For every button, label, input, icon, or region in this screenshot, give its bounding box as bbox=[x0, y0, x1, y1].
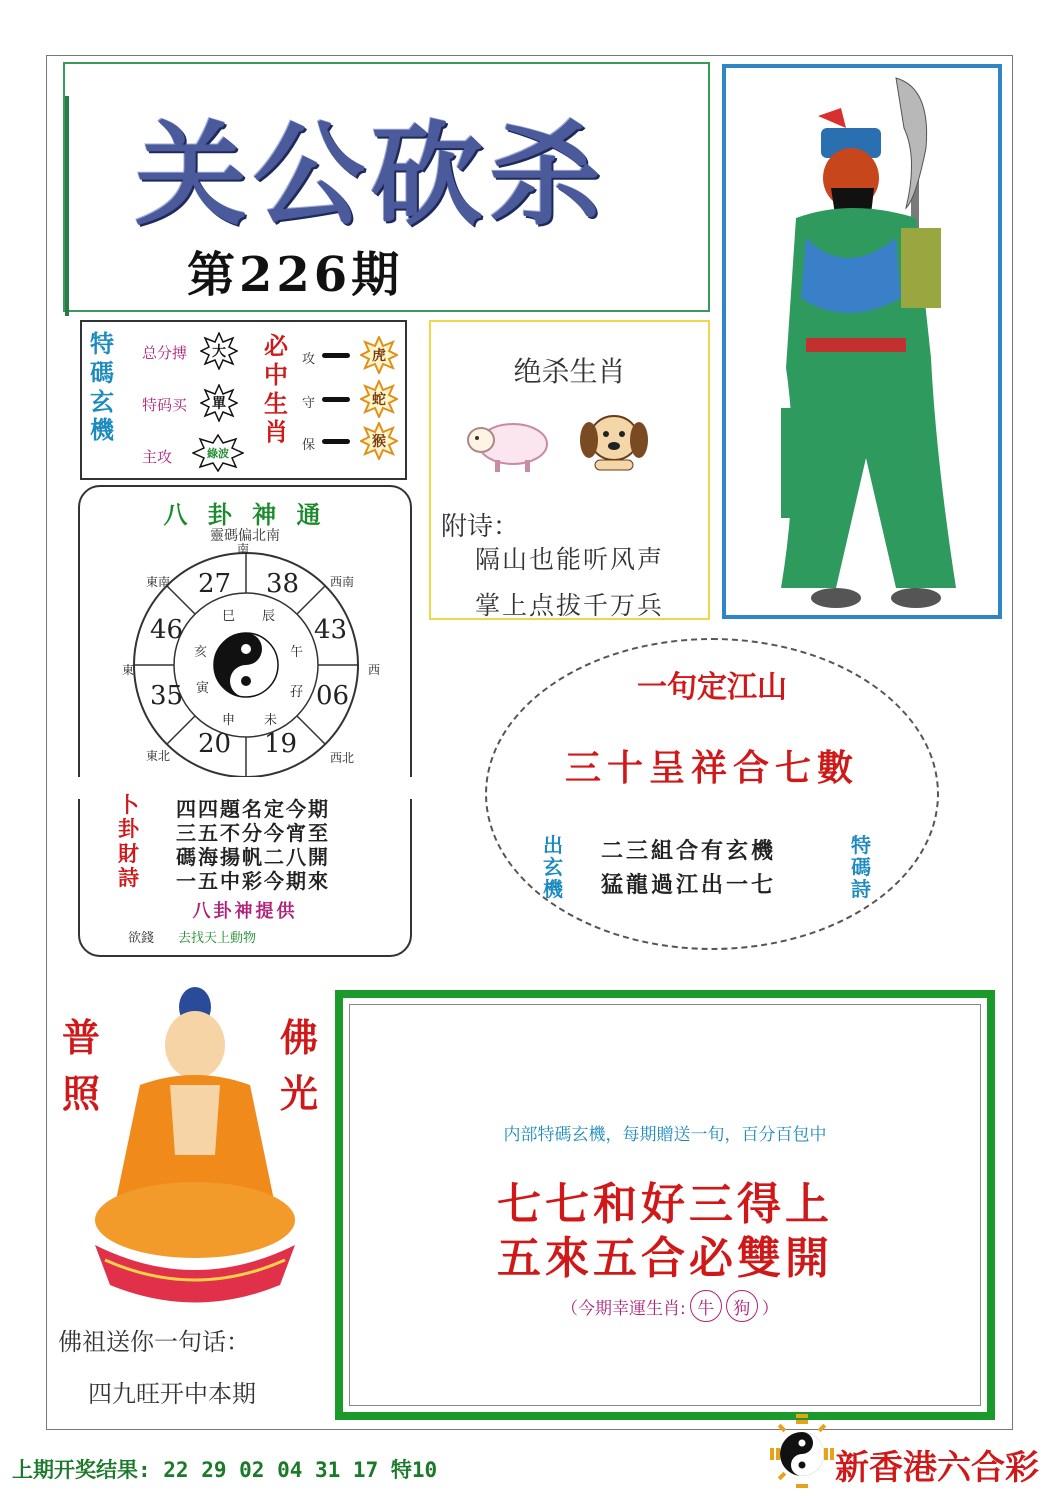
label-char: 機 bbox=[543, 877, 563, 901]
secret-note: 内部特碼玄機，每期贈送一旬，百分百包中 bbox=[503, 1125, 827, 1145]
zodiac-branch: 辰 bbox=[262, 609, 276, 624]
bagua-number: 20 bbox=[198, 729, 232, 759]
poem-line: 一五中彩今期來 bbox=[176, 869, 330, 893]
burst-badge bbox=[192, 434, 244, 472]
poem-line: 掌上点拔千万兵 bbox=[475, 591, 665, 620]
label-char: 佛 bbox=[280, 1015, 319, 1060]
title-char: 生 bbox=[264, 388, 288, 418]
poem-title bbox=[118, 793, 139, 890]
bagua-number: 35 bbox=[150, 681, 184, 711]
row-label: 特码买 bbox=[142, 396, 188, 414]
zodiac-branch: 孖 bbox=[290, 685, 304, 700]
zodiac-branch: 申 bbox=[222, 713, 236, 728]
title-char: 財 bbox=[118, 840, 139, 866]
zodiac-branch: 巳 bbox=[222, 609, 236, 624]
title-char: 特 bbox=[90, 329, 114, 358]
zodiac-branch: 午 bbox=[290, 645, 304, 660]
bagua-box bbox=[78, 485, 412, 957]
bagua-title: 八 卦 神 通 bbox=[163, 500, 327, 529]
secret-line-1: 七七和好三得上 bbox=[497, 1179, 833, 1230]
issue-number: 第226期 bbox=[187, 247, 404, 303]
label-char: 玄 bbox=[543, 855, 563, 879]
hint-text: 去找天上動物 bbox=[178, 931, 257, 946]
direction-label: 南 bbox=[237, 542, 250, 556]
dog-icon bbox=[577, 402, 651, 474]
title-char: 肖 bbox=[264, 417, 288, 447]
lucky-end: ） bbox=[761, 1298, 779, 1319]
burst-badge bbox=[200, 332, 238, 370]
label-char: 特 bbox=[851, 833, 871, 857]
label-char: 碼 bbox=[851, 855, 871, 879]
badge-value: 猴 bbox=[372, 434, 386, 450]
poem-line: 三五不分今宵至 bbox=[176, 821, 330, 845]
title-char: 中 bbox=[264, 359, 288, 389]
yin-yang-icon bbox=[214, 633, 278, 697]
title-char: 卦 bbox=[118, 816, 139, 842]
buddha-saying-label: 佛祖送你一句话： bbox=[58, 1328, 250, 1356]
left-vertical-label bbox=[543, 834, 563, 900]
bagua-number: 46 bbox=[150, 615, 184, 645]
badge-value: 單 bbox=[212, 396, 226, 412]
right-vertical-label bbox=[851, 834, 871, 900]
sheep-icon bbox=[465, 418, 551, 474]
buddha-figure bbox=[90, 985, 300, 1315]
kill-zodiac-title: 绝杀生肖 bbox=[513, 355, 626, 388]
special-code-title bbox=[90, 330, 114, 445]
label-char: 照 bbox=[62, 1071, 101, 1116]
title-accent-bar bbox=[65, 96, 69, 316]
lucky-zodiac-badge: 牛 bbox=[690, 1290, 722, 1322]
lucky-label: （今期幸運生肖: bbox=[561, 1298, 686, 1319]
bagua-number: 06 bbox=[316, 681, 350, 711]
zodiac-branch: 未 bbox=[264, 713, 278, 728]
bagua-number: 19 bbox=[264, 729, 298, 759]
guan-gong-illustration bbox=[726, 68, 998, 615]
pointing-hand-icon bbox=[322, 439, 350, 444]
row-label: 攻 bbox=[302, 352, 316, 367]
badge-value: 綠波 bbox=[207, 447, 229, 460]
one-line-text: 三十呈祥合七數 bbox=[564, 747, 859, 789]
badge-value: 蛇 bbox=[372, 392, 386, 408]
zodiac-branch: 亥 bbox=[194, 645, 208, 660]
provider-label: 八卦神提供 bbox=[192, 901, 298, 922]
row-label: 守 bbox=[302, 396, 316, 411]
special-code-box bbox=[80, 320, 407, 480]
pointing-hand-icon bbox=[322, 353, 350, 358]
row-label: 主攻 bbox=[142, 448, 173, 466]
verse-line: 二三組合有玄機 bbox=[601, 838, 777, 864]
title-char: 碼 bbox=[90, 357, 114, 387]
code-verse bbox=[601, 834, 776, 902]
burst-badge bbox=[360, 422, 398, 460]
direction-label: 西南 bbox=[330, 575, 355, 589]
label-char: 光 bbox=[280, 1071, 319, 1116]
buddha-saying: 四九旺开中本期 bbox=[88, 1380, 256, 1408]
pointing-hand-icon bbox=[322, 397, 350, 402]
label-char: 普 bbox=[62, 1015, 101, 1060]
poem-line: 碼海揚帆二八開 bbox=[176, 845, 330, 869]
poem-line: 隔山也能听风声 bbox=[475, 545, 665, 574]
direction-label: 東 bbox=[122, 663, 135, 677]
poem-line: 四四題名定今期 bbox=[176, 797, 330, 821]
zodiac-branch: 寅 bbox=[196, 681, 210, 696]
direction-label: 東南 bbox=[146, 575, 171, 589]
guan-gong-figure bbox=[722, 64, 1002, 619]
burst-badge bbox=[360, 336, 398, 374]
bagua-number: 27 bbox=[198, 569, 232, 599]
page-title: 关公砍杀 bbox=[135, 110, 607, 241]
title-char: 詩 bbox=[118, 865, 139, 891]
hint-label: 欲錢 bbox=[128, 931, 155, 946]
bagua-number: 38 bbox=[266, 569, 300, 599]
secret-line-2: 五來五合必雙開 bbox=[497, 1233, 833, 1284]
bagua-subtitle: 靈碼偏北南 bbox=[210, 528, 280, 544]
row-label: 保 bbox=[302, 438, 316, 453]
title-char: 玄 bbox=[90, 386, 114, 416]
burst-badge bbox=[200, 384, 238, 422]
direction-label: 東北 bbox=[146, 749, 171, 763]
verse-line: 猛龍過江出一七 bbox=[601, 872, 777, 898]
badge-value: 虎 bbox=[372, 348, 386, 364]
title-char: 機 bbox=[90, 415, 114, 445]
label-char: 詩 bbox=[851, 877, 871, 901]
badge-value: 大 bbox=[212, 344, 226, 360]
direction-label: 西北 bbox=[330, 751, 355, 765]
title-char: 必 bbox=[264, 331, 288, 360]
burst-badge bbox=[360, 380, 398, 418]
bagua-number: 43 bbox=[314, 615, 348, 645]
must-zodiac-title bbox=[264, 332, 288, 447]
kill-zodiac-box bbox=[429, 320, 710, 620]
brand-name: 新香港六合彩 bbox=[835, 1448, 1039, 1488]
poem-label: 附诗： bbox=[441, 512, 520, 542]
yin-yang-logo-icon bbox=[770, 1414, 834, 1490]
bagua-poem bbox=[176, 797, 330, 893]
lucky-zodiac-badge: 狗 bbox=[726, 1290, 758, 1322]
lucky-zodiac-row bbox=[561, 1290, 779, 1322]
one-line-title: 一句定江山 bbox=[637, 670, 787, 705]
direction-label: 西 bbox=[368, 663, 381, 677]
secret-code-box bbox=[335, 990, 995, 1420]
title-box bbox=[63, 62, 710, 312]
one-line-box bbox=[485, 638, 939, 950]
last-draw-result: 上期开奖结果: 22 29 02 04 31 17 特10 bbox=[12, 1458, 438, 1482]
title-char: 卜 bbox=[118, 792, 139, 817]
label-char: 出 bbox=[543, 833, 563, 857]
row-label: 总分搏 bbox=[142, 344, 188, 362]
